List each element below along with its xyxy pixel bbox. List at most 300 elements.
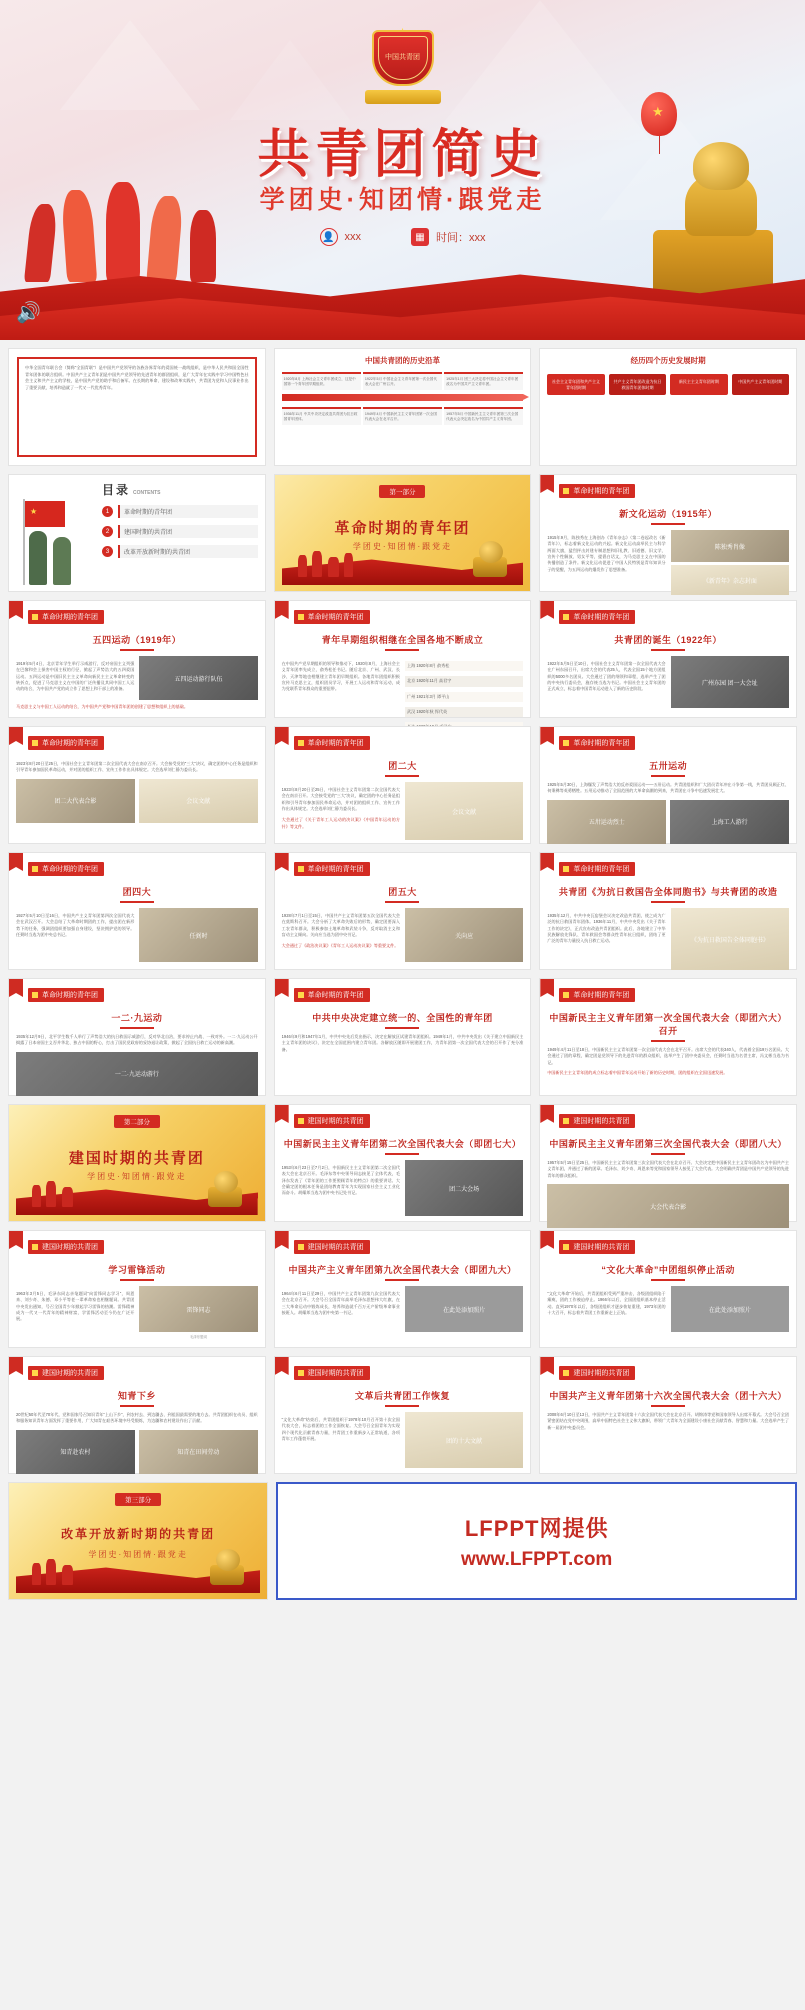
status-badge: [559, 862, 635, 876]
text-column: [16, 656, 134, 700]
slide-title: 经历四个历史发展时期: [630, 356, 706, 365]
photo: 《为抗日救国告全体同胞书》: [671, 908, 789, 970]
image-column: [139, 1286, 257, 1339]
slide-highlight: 大会通过了《关于青年工人运动的决议案》《中国青年运动的方针》等文件。: [281, 817, 400, 829]
figure: [298, 555, 307, 577]
badge-label: 革命时期的青年团: [42, 992, 98, 999]
corner-flag-decor: [540, 853, 554, 871]
corner-flag-decor: [9, 979, 23, 997]
title-underline: [385, 1405, 419, 1407]
corner-flag-decor: [275, 979, 289, 997]
figure: [312, 551, 322, 577]
toc-label: 革命时期的青年团: [118, 505, 258, 518]
corner-flag-decor: [540, 601, 554, 619]
slide-title: [16, 885, 258, 903]
photo: 《新青年》杂志封面: [671, 565, 789, 595]
toc-item[interactable]: [102, 525, 258, 538]
time-label: 时间：xxx: [436, 232, 486, 244]
slide-body: 1927年5月10日至16日，中国共产主义青年团第四次全国代表大会在武汉召开。大会总结了大革命时期团的工作，提出团在新形势下的任务，强调团组织要加强自身建设，坚决拥护党的领导。任弼时当选为团中央总书记。: [16, 913, 135, 938]
slide-t4[interactable]: [8, 852, 266, 970]
slide-body: 1935年12月9日，北平学生数千人举行了声势浩大的抗日救国示威游行，反对华北自治，要求停止内战、一致对外。一二·九运动公开揭露了日本帝国主义吞并华北、独占中国的野心，打击了国民党政府的妥协退让政策，掀起了全国抗日救亡运动的新高潮。: [16, 1034, 258, 1046]
timeline-cell: 1925年1月 团三大决定将中国社会主义青年团改名为中国共产主义青年团。: [444, 372, 523, 390]
slide-title-text: 团二大: [388, 761, 417, 771]
slide-title-text: 中国共产主义青年团第十六次全国代表大会（团十六大）: [549, 1391, 787, 1401]
watermark-panel[interactable]: [276, 1482, 797, 1600]
slide-title-text: 团四大: [122, 887, 152, 897]
section-inner: [16, 1111, 258, 1215]
status-badge: [559, 1366, 635, 1380]
slide-title: [547, 633, 789, 651]
slide-title: [282, 1011, 524, 1029]
badge-square-icon: [563, 488, 569, 494]
slide-new-culture[interactable]: [539, 474, 797, 592]
slide-unified-league[interactable]: [274, 978, 532, 1096]
badge-label: 革命时期的青年团: [42, 866, 98, 873]
decor-triangle: [230, 40, 350, 120]
slide-title: [282, 759, 524, 777]
slide-body: 1925年5月30日，上海爆发了声势浩大的反帝爱国运动——五卅运动。共青团组织和广大团员青年冲在斗争第一线，共青团员顾正红、何秉彝等英勇牺牲。五卅运动推动了全国范围的大革命高潮的到来，共青团在斗争中迅速发展壮大。: [547, 782, 789, 794]
slide-title-text: “文化大革命”中团组织停止活动: [601, 1265, 735, 1275]
slide-body: 1963年3月5日，毛泽东同志亲笔题词“向雷锋同志学习”，周恩来、刘少奇、朱德、邓小平等老一辈革命家也相继题词。共青团中央发出通知，号召全国青少年掀起学习雷锋的热潮。雷锋精神成为一代又一代青年的精神财富，学雷锋活动至今仍在广泛开展。: [16, 1291, 135, 1322]
badge-label: 建国时期的共青团: [573, 1370, 630, 1377]
slide-title: [547, 1263, 789, 1281]
title-underline: [385, 1153, 419, 1155]
corner-flag-decor: [540, 1105, 554, 1123]
slide-title-text: 中国新民主主义青年团第一次全国代表大会（即团六大）召开: [549, 1013, 787, 1036]
slide-may-fourth[interactable]: [8, 600, 266, 718]
stage-item: 社会主义青年团和共产主义青年团时期: [547, 374, 604, 395]
section-tag: 第三部分: [115, 1493, 161, 1506]
badge-label: 革命时期的青年团: [42, 740, 98, 747]
text-column: [547, 656, 665, 708]
decor-triangle: [60, 20, 200, 110]
slide-title: [547, 759, 789, 777]
slide-body: 1935年12月，中共中央瓦窑堡会议决定改造共青团，使之成为广泛的抗日救国青年团体。1936年11月，中共中央发出《关于青年工作的决定》，正式宣布改造共青团组织。此后，各地建立了中华民族解放先锋队、青年救国会等群众性青年抗日组织，团结了更广泛的青年力量投入抗日救亡运动。: [547, 913, 666, 944]
image-column: [671, 1286, 789, 1332]
badge-label: 革命时期的青年团: [307, 866, 364, 873]
badge-square-icon: [563, 1118, 569, 1124]
badge-square-icon: [32, 992, 38, 998]
toc-title: [102, 481, 258, 498]
section-title: 改革开放新时期的共青团: [61, 1527, 216, 1541]
runner-figure: [106, 182, 140, 282]
table-column: [405, 656, 523, 733]
slide-title-text: 知青下乡: [117, 1391, 156, 1401]
slide-toc[interactable]: [8, 474, 266, 592]
content-columns: [282, 1286, 524, 1332]
slide-title-text: 中共中央决定建立统一的、全国性的青年团: [312, 1013, 493, 1023]
corner-flag-decor: [275, 601, 289, 619]
stone-lion-illustration: [200, 1541, 246, 1585]
slide-body: 1957年5月15日至25日，中国新民主主义青年团第三次全国代表大会在北京召开。大会决定把中国新民主主义青年团改名为中国共产主义青年团，并通过了新的团章。毛泽东、刘少奇、周恩来等党和国家领导人接见了大会代表。大会明确共青团是中国共产党领导的先进青年的群众组织。: [547, 1160, 789, 1178]
corner-flag-decor: [275, 853, 289, 871]
figure: [344, 553, 353, 577]
slide-title-text: 团五大: [388, 887, 417, 897]
figure: [46, 1181, 56, 1207]
figure: [46, 1559, 56, 1585]
photo: 团的十大文献: [405, 1412, 523, 1468]
slide-body: 1928年7月1日至15日，中国共产主义青年团第五次全国代表大会在莫斯科召开。大会分析了大革命失败后的形势，确定团要深入工农青年群众，积极参加土地革命和武装斗争，反对取消主义和盲动主义倾向。关向应当选为团中央书记。: [281, 913, 400, 938]
slide-t2[interactable]: [274, 726, 532, 844]
photo: 大会代表合影: [547, 1184, 789, 1228]
image-row: [16, 1430, 258, 1474]
toc-title-text: 目录: [102, 483, 131, 497]
photo: 会议文献: [139, 779, 258, 823]
image-column: [405, 1286, 523, 1332]
photo-caption: 毛泽东题词: [190, 1335, 207, 1339]
photo: 任弼时: [139, 908, 257, 962]
content-columns: [547, 1286, 789, 1332]
status-badge: [28, 736, 104, 750]
corner-flag-decor: [9, 727, 23, 745]
slide-title-text: 五四运动（1919年）: [92, 635, 182, 645]
corner-flag-decor: [275, 1105, 289, 1123]
star-icon: ★: [30, 507, 38, 516]
author-label: xxx: [344, 231, 361, 243]
badge-label: 革命时期的青年团: [573, 488, 630, 495]
content-columns: [547, 908, 789, 970]
toc-label: 改革开放新时期的共青团: [118, 545, 258, 558]
section-subtitle: 学团史·知团情·跟党走: [352, 542, 453, 551]
photo: 团二大会场: [405, 1160, 523, 1216]
slide-title-text: 共青团《为抗日救国告全体同胞书》与共青团的改造: [558, 887, 778, 897]
status-badge: [559, 484, 635, 498]
text-column: [282, 1412, 400, 1468]
slide-grid: [0, 340, 805, 1482]
text-column: [16, 908, 134, 962]
emblem-ribbon: [365, 90, 441, 104]
calendar-icon: ▦: [411, 228, 429, 246]
badge-square-icon: [32, 1244, 38, 1250]
text-column: [547, 530, 665, 595]
image-row: [16, 1052, 258, 1096]
running-youth-illustration: [18, 172, 248, 282]
slide-title: 中国共青团的历史沿革: [364, 356, 440, 365]
status-badge: [559, 988, 635, 1002]
stage-item: 中国共产主义青年团时期: [732, 374, 789, 395]
youth-silhouettes: [28, 1173, 128, 1207]
slide-title: [282, 885, 524, 903]
status-badge: [294, 862, 370, 876]
badge-square-icon: [563, 1244, 569, 1250]
badge-square-icon: [298, 866, 304, 872]
slide-body: 1953年6月23日至7月2日，中国新民主主义青年团第二次全国代表大会在北京召开。毛泽东等中央领导同志接见了全体代表，毛泽东发表了《青年团的工作要照顾青年的特点》的重要讲话。大会确定团的根本任务是团结教育青年为实现国家社会主义工业化而奋斗。胡耀邦当选为团中央书记处书记。: [281, 1165, 400, 1196]
title-underline: [651, 523, 685, 525]
photo: 五四运动游行队伍: [139, 656, 257, 700]
photo: 知青赴农村: [16, 1430, 135, 1474]
image-column: [139, 656, 257, 700]
slide-cultural-revolution[interactable]: [539, 1230, 797, 1348]
text-column: [282, 782, 400, 840]
badge-label: 革命时期的青年团: [573, 866, 630, 873]
lion-head: [214, 1171, 238, 1193]
slide-intro[interactable]: [8, 348, 266, 466]
title-underline: [651, 901, 685, 903]
slide-title: [547, 1011, 789, 1042]
photo: 一二·九运动游行: [16, 1052, 258, 1096]
content-columns: [282, 1160, 524, 1216]
national-flag-icon: [25, 501, 65, 527]
slide-title: [282, 1389, 524, 1407]
photo: 团二大代表合影: [16, 779, 135, 823]
slide-league-birth[interactable]: [539, 600, 797, 718]
text-column: [282, 908, 400, 962]
title-underline: [651, 1040, 685, 1042]
youth-silhouettes: [294, 543, 394, 577]
slide-body: 1923年8月20日至25日，中国社会主义青年团第二次全国代表大会在南京召开。大会接受党的“三大”决议，确定团的中心任务是组织和引导青年参加国民革命运动，并对团的组织工作、宣传工作作出具体规定。大会选举刘仁静为委员长。: [16, 761, 258, 773]
runner-figure: [24, 204, 58, 282]
slide-section-3[interactable]: [8, 1482, 268, 1600]
photo: 知青在田间劳动: [139, 1430, 258, 1474]
slide-zhiqing[interactable]: [8, 1356, 266, 1474]
slide-body: 1922年5月5日至10日，中国社会主义青年团第一次全国代表大会在广州东园召开，出席大会的代表25人，代表全国15个地方团组织的5000多名团员。大会通过了团的纲领和章程，选举产生了团的中央执行委员会，施存统当选为书记。中国社会主义青年团的正式成立，标志着中国青年运动进入了新的历史阶段。: [547, 661, 666, 692]
title-underline: [120, 1027, 154, 1029]
table-row: 武汉 1920年秋 恽代英: [405, 707, 523, 717]
image-column: [671, 530, 789, 595]
title-underline: [385, 775, 419, 777]
slide-youth-congress-3[interactable]: [539, 1104, 797, 1222]
content-columns: [282, 908, 524, 962]
section-tag: 第一部分: [379, 485, 425, 498]
slide-body: 在中国共产党早期组织的领导和推动下，1920年8月，上海社会主义青年团率先成立，俞秀松任书记。随后北京、广州、武汉、长沙、天津等地也相继建立青年团早期组织。各地青年团组织积极宣传马克思主义，组织团员学习，开展工人运动和青年运动，成为党联系青年群众的重要纽带。: [281, 661, 400, 692]
stage-item: 新民主主义青年团时期: [670, 374, 727, 395]
badge-label: 革命时期的青年团: [573, 740, 630, 747]
timeline-cell: 1957年5月 中国新民主主义青年团第三次全国代表大会决定改名为中国共产主义青年团。: [444, 407, 523, 425]
timeline-row: [282, 372, 524, 390]
corner-flag-decor: [9, 1357, 23, 1375]
badge-label: 革命时期的青年团: [307, 614, 364, 621]
slide-early-orgs[interactable]: [274, 600, 532, 718]
badge-label: 革命时期的青年团: [573, 614, 630, 621]
slide-congress-16[interactable]: [539, 1356, 797, 1474]
photo-placeholder[interactable]: 在此处添加照片: [671, 1286, 789, 1332]
timeline-cell: 1949年4月 中国新民主主义青年团第一次全国代表大会在北平召开。: [363, 407, 442, 425]
badge-square-icon: [298, 992, 304, 998]
content-columns: [16, 656, 258, 700]
photo: 关向应: [405, 908, 523, 962]
toc-label: 建国时期的共青团: [118, 525, 258, 538]
slide-title: [547, 507, 789, 525]
text-column: [547, 908, 665, 970]
slide-title: [282, 1263, 524, 1281]
corner-flag-decor: [9, 1231, 23, 1249]
slide-body: 20世纪50年代至70年代，党和国家号召知识青年“上山下乡”，到农村去、到边疆去、到祖国最需要的地方去。共青团组织在动员、组织和服务知识青年方面发挥了重要作用，广大知青在艰苦环境中经受锻炼，为边疆和农村建设作出了贡献。: [16, 1412, 258, 1424]
figure: [32, 1563, 41, 1585]
corner-flag-decor: [275, 1231, 289, 1249]
section-subtitle: 学团史·知团情·跟党走: [88, 1550, 188, 1559]
badge-label: 革命时期的青年团: [307, 740, 364, 747]
title-underline: [651, 649, 685, 651]
slide-530[interactable]: [539, 726, 797, 844]
photo: 五卅运动烈士: [547, 800, 666, 844]
section-title: 建国时期的共青团: [68, 1151, 205, 1167]
title-underline: [651, 1153, 685, 1155]
slide-learn-leifeng[interactable]: [8, 1230, 266, 1348]
status-badge: [559, 610, 635, 624]
status-badge: [559, 736, 635, 750]
runner-figure: [190, 210, 216, 282]
league-emblem-icon: [363, 30, 443, 104]
author-meta: [320, 228, 362, 246]
page-subtitle: 学团史·知团情·跟党走: [259, 186, 546, 214]
corner-flag-decor: [540, 1357, 554, 1375]
figure: [62, 1565, 73, 1585]
slide-section-2[interactable]: [8, 1104, 266, 1222]
slide-youth-congress-2[interactable]: [274, 1104, 532, 1222]
slide-anti-japan[interactable]: [539, 852, 797, 970]
badge-label: 建国时期的共青团: [573, 1118, 630, 1125]
content-columns: [16, 908, 258, 962]
badge-label: 建国时期的共青团: [42, 1370, 98, 1377]
badge-label: 建国时期的共青团: [573, 1244, 630, 1251]
cover-slide: [0, 0, 805, 340]
timeline-cell: 1936年11月 中共中央决定改造共青团为抗日救国青年团体。: [282, 407, 361, 425]
badge-label: 建国时期的共青团: [42, 1244, 98, 1251]
toc-item[interactable]: [102, 545, 258, 558]
status-badge: [294, 736, 370, 750]
toc-number: 1: [102, 506, 113, 517]
content-columns: [547, 656, 789, 708]
title-underline: [385, 1027, 419, 1029]
slide-title: [16, 633, 258, 651]
image-column: [405, 1412, 523, 1468]
slide-129[interactable]: [8, 978, 266, 1096]
emblem-label: 中国共青团: [378, 36, 428, 80]
badge-square-icon: [563, 1370, 569, 1376]
badge-square-icon: [32, 1370, 38, 1376]
speaker-icon[interactable]: 🔊: [16, 302, 41, 324]
section-tag: 第二部分: [114, 1115, 160, 1128]
corner-flag-decor: [540, 475, 554, 493]
brand-url[interactable]: www.LFPPT.com: [461, 1548, 613, 1570]
title-underline: [120, 649, 154, 651]
status-badge: [294, 1240, 370, 1254]
youth-silhouettes: [28, 1551, 128, 1585]
badge-square-icon: [298, 1118, 304, 1124]
slide-title-text: 中国新民主主义青年团第三次全国代表大会（即团八大）: [549, 1139, 787, 1149]
slide-highlight: 马克思主义与中国工人运动的结合，为中国共产党和中国青年团的创建了思想和组织上的基础。: [16, 704, 188, 709]
stone-lion-illustration: [198, 1163, 244, 1207]
slide-title-text: 一二·九运动: [111, 1013, 163, 1023]
status-badge: [294, 988, 370, 1002]
badge-square-icon: [32, 866, 38, 872]
stage-item: 共产主义青年团改造为抗日救国青年团体时期: [609, 374, 666, 395]
corner-flag-decor: [9, 601, 23, 619]
section-inner: [282, 481, 524, 585]
slide-congress-9[interactable]: [274, 1230, 532, 1348]
status-badge: [28, 610, 104, 624]
badge-label: 建国时期的共青团: [307, 1118, 364, 1125]
slide-stages[interactable]: [539, 348, 797, 466]
timeline-cell: 1920年8月 上海社会主义青年团成立，这是中国第一个青年团早期组织。: [282, 372, 361, 390]
photo: 广州东园 团一大会址: [671, 656, 789, 708]
slide-title: [16, 1011, 258, 1029]
content-columns: [16, 1286, 258, 1339]
badge-label: 建国时期的共青团: [307, 1244, 364, 1251]
image-column: [671, 656, 789, 708]
badge-label: 革命时期的青年团: [573, 992, 630, 999]
slide-title: [16, 1263, 258, 1281]
slide-body: 1964年6月11日至29日，中国共产主义青年团第九次全国代表大会在北京召开。大会号召全国青年高举毛泽东思想伟大红旗，在三大革命运动中锻炼成长，培养和造就千百万无产阶级革命事业接班人。胡耀邦当选为团中央第一书记。: [281, 1291, 400, 1316]
corner-flag-decor: [9, 853, 23, 871]
content-columns: [282, 1412, 524, 1468]
photo: 陈独秀肖像: [671, 530, 789, 562]
slide-congress-2[interactable]: [8, 726, 266, 844]
image-row: [547, 800, 789, 844]
toc-number: 3: [102, 546, 113, 557]
photo-placeholder[interactable]: 在此处添加照片: [405, 1286, 523, 1332]
slide-title-text: 五卅运动: [649, 761, 688, 771]
image-column: [405, 1160, 523, 1216]
slide-work-recovery[interactable]: [274, 1356, 532, 1474]
slide-title-text: 新文化运动（1915年）: [619, 509, 718, 519]
image-row: [547, 1184, 789, 1228]
status-badge: [294, 1114, 370, 1128]
slide-youth-congress-1[interactable]: [539, 978, 797, 1096]
badge-square-icon: [563, 740, 569, 746]
slide-body: 1946年9月和1947年1月，中共中央先后发出指示，决定在解放区试建青年团组织。1949年1月，中共中央发出《关于建立中国新民主主义青年团的决议》，决定在全国范围内建立青年团。各解放区随即开展建团工作，为青年团第一次全国代表大会的召开作了充分准备。: [281, 1034, 524, 1052]
badge-square-icon: [563, 866, 569, 872]
brand-name: LFPPT网提供: [464, 1515, 609, 1541]
badge-square-icon: [563, 614, 569, 620]
status-badge: [559, 1240, 635, 1254]
slide-section-1[interactable]: [274, 474, 532, 592]
badge-label: 革命时期的青年团: [307, 992, 364, 999]
badge-square-icon: [32, 740, 38, 746]
soldier-figure: [29, 531, 47, 585]
text-column: [282, 1160, 400, 1216]
runner-figure: [146, 196, 184, 282]
content-columns: [282, 656, 524, 733]
photo: 会议文献: [405, 782, 523, 840]
toc-number: 2: [102, 526, 113, 537]
slide-t5[interactable]: [274, 852, 532, 970]
slide-title: [282, 633, 524, 651]
slide-title-text: 共青团的诞生（1922年）: [614, 635, 722, 645]
status-badge: [28, 988, 104, 1002]
flag-illustration: [15, 499, 93, 585]
slide-title: [282, 1137, 524, 1155]
user-icon: 👤: [320, 228, 338, 246]
title-underline: [120, 901, 154, 903]
figure: [328, 557, 339, 577]
photo: 雷锋同志: [139, 1286, 257, 1332]
lion-base: [653, 230, 773, 294]
photo: 上海工人游行: [670, 800, 789, 844]
timeline-arrow: [282, 394, 524, 401]
slide-body: “文化大革命”开始后，共青团组织受到严重冲击，各级团组织陷于瘫痪，团的工作被迫停止。1966年以后，全国团组织基本停止活动。直到1970年以后，各级团组织才逐步恢复重建，1973年团的十大召开，标志着共青团工作重新走上正轨。: [547, 1291, 666, 1316]
intro-text: 中华全国青年联合会（简称“全国青联”）是中国共产党领导的各族各界青年的爱国统一战线组织，是中华人民共和国全国性青年团体的联合组织。中国共产主义青年团是中国共产党领导的先进青年的群团组织，是广大青年在实践中学习中国特色社会主义和共产主义的学校，是中国共产党的助手和后备军。在长期的革命、建设和改革实践中，共青团为党和人民事业作出了重要贡献，培养和造就了一代又一代优秀青年。: [25, 365, 249, 390]
slide-title: [547, 1137, 789, 1155]
slide-body: 1949年4月11日至18日，中国新民主主义青年团第一次全国代表大会在北平召开。出席大会的代表340人，代表着全国19万名团员。大会通过了团的章程，确定团是党领导下的先进青年的群众组织，选举产生了团中央委员会，任弼时当选为名誉主席，冯文彬当选为书记。: [547, 1047, 789, 1065]
text-column: [547, 1286, 665, 1332]
title-underline: [120, 1279, 154, 1281]
slide-highlight: 大会通过了《政治决议案》《青年工人运动决议案》等重要文件。: [281, 943, 399, 949]
stone-lion-illustration: [623, 144, 783, 294]
content-columns: [547, 530, 789, 595]
status-badge: [294, 1366, 370, 1380]
slide-timeline[interactable]: [274, 348, 532, 466]
title-underline: [651, 775, 685, 777]
toc-item[interactable]: [102, 505, 258, 518]
section-subtitle: 学团史·知团情·跟党走: [87, 1172, 187, 1181]
content-columns: [282, 782, 524, 840]
page-title: 共青团简史: [257, 127, 548, 184]
text-column: [282, 1286, 400, 1332]
image-row: [16, 779, 258, 823]
text-column: [282, 656, 400, 733]
table-row: 北京 1920年11月 高君宇: [405, 676, 523, 686]
